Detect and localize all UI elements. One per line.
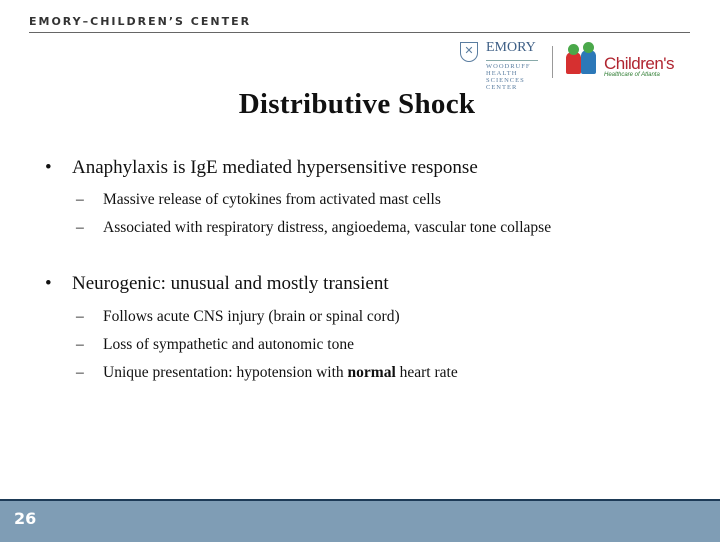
- emory-logo-name: EMORY: [486, 40, 536, 55]
- logos: [458, 40, 708, 95]
- text-run: Unique presentation: hypotension with: [103, 364, 348, 381]
- dash-icon: –: [76, 308, 84, 325]
- childrens-kids-icon: [564, 44, 602, 80]
- dash-icon: –: [76, 364, 84, 381]
- dash-icon: –: [76, 219, 84, 236]
- sub-bullet-text: Massive release of cytokines from activated mast cells: [103, 191, 441, 208]
- logo-separator: [552, 46, 553, 78]
- org-header: EMORY–CHILDREN’S CENTER: [29, 15, 252, 28]
- sub-bullet-item: [76, 305, 646, 329]
- text-run: heart rate: [395, 364, 458, 381]
- sub-bullet-item: [76, 188, 646, 212]
- sub-bullet-item: [76, 216, 646, 240]
- slide-title: Distributive Shock: [238, 88, 476, 120]
- sub-bullet-item: [76, 361, 646, 385]
- sub-bullet-item: [76, 333, 646, 357]
- page-number: 26: [14, 509, 37, 528]
- sub-bullet-text: Follows acute CNS injury (brain or spinal cord): [103, 308, 400, 325]
- footer-bar: [0, 499, 720, 542]
- emory-logo-subtitle: WOODRUFF HEALTH SCIENCES CENTER: [486, 63, 531, 91]
- header-divider: [29, 32, 690, 33]
- childrens-logo-name: Children's: [604, 54, 675, 73]
- dash-icon: –: [76, 191, 84, 208]
- bullet-text: Neurogenic: unusual and mostly transient: [72, 273, 389, 294]
- emory-logo-rule: [486, 60, 538, 61]
- bullet-icon: •: [45, 273, 52, 294]
- bullet-icon: •: [45, 157, 52, 178]
- sub-bullet-text: [103, 361, 646, 385]
- bullet-text: Anaphylaxis is IgE mediated hypersensitive response: [72, 157, 478, 178]
- emphasis-text: normal: [347, 364, 396, 381]
- dash-icon: –: [76, 336, 84, 353]
- emory-shield-icon: ✕: [460, 42, 478, 62]
- childrens-logo-subtitle: Healthcare of Atlanta: [604, 72, 660, 78]
- sub-bullet-text: Loss of sympathetic and autonomic tone: [103, 336, 354, 353]
- sub-bullet-text: Associated with respiratory distress, angioedema, vascular tone collapse: [103, 219, 552, 236]
